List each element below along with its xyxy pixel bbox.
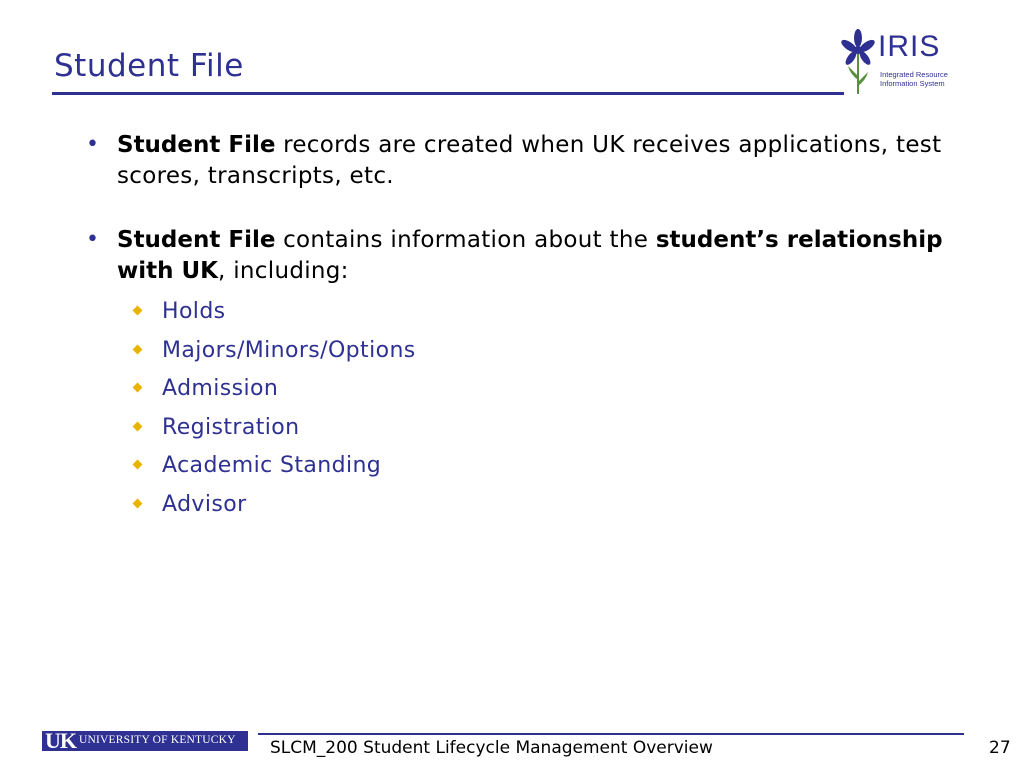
bullet-2-bold-1: Student File (117, 227, 276, 253)
iris-logo (838, 28, 968, 98)
sub-item-label: Advisor (162, 491, 247, 517)
university-of-kentucky-logo (42, 731, 248, 751)
sub-bullet-list (131, 293, 966, 524)
sub-item-holds (131, 293, 966, 332)
logo-subtitle-line-1: Integrated Resource (880, 70, 948, 79)
diamond-bullet-icon (133, 383, 143, 393)
slide-title: Student File (54, 48, 244, 84)
diamond-bullet-icon (133, 306, 143, 316)
bullet-2-text-2: , including: (218, 258, 349, 284)
footer-course-title: SLCM_200 Student Lifecycle Management Overview (270, 738, 713, 758)
diamond-bullet-icon (133, 460, 143, 470)
sub-item-registration (131, 409, 966, 448)
uk-logo-mark: UK (45, 731, 76, 751)
logo-subtitle-line-2: Information System (880, 79, 945, 88)
round-bullet-icon: • (86, 132, 100, 157)
sub-item-academic-standing (131, 447, 966, 486)
bullet-item-2 (86, 225, 966, 287)
sub-item-label: Holds (162, 299, 226, 324)
sub-item-admission (131, 370, 966, 409)
logo-subtitle (880, 70, 948, 88)
uk-logo-text: UNIVERSITY OF KENTUCKY (79, 734, 236, 746)
sub-item-label: Registration (162, 414, 300, 440)
slide-content (86, 130, 966, 524)
bullet-1-bold: Student File (117, 132, 276, 158)
iris-flower-icon (838, 28, 878, 98)
logo-wordmark: IRIS (878, 30, 941, 63)
sub-item-advisor (131, 486, 966, 525)
bullet-item-1 (86, 130, 966, 192)
footer-divider (258, 733, 964, 735)
sub-item-label: Majors/Minors/Options (162, 337, 416, 363)
diamond-bullet-icon (133, 344, 143, 354)
diamond-bullet-icon (133, 498, 143, 508)
bullet-1-text: records are created when UK receives applications, test scores, transcripts, etc. (117, 132, 942, 189)
page-number: 27 (989, 738, 1011, 758)
bullet-2-text-1: contains information about the (275, 227, 656, 253)
title-underline (52, 92, 844, 95)
diamond-bullet-icon (133, 421, 143, 431)
round-bullet-icon: • (86, 227, 100, 252)
sub-item-majors-minors-options (131, 332, 966, 371)
bullet-2-bold-2: student’s relationship with UK (117, 227, 943, 284)
sub-item-label: Academic Standing (162, 453, 382, 478)
sub-item-label: Admission (162, 376, 279, 401)
